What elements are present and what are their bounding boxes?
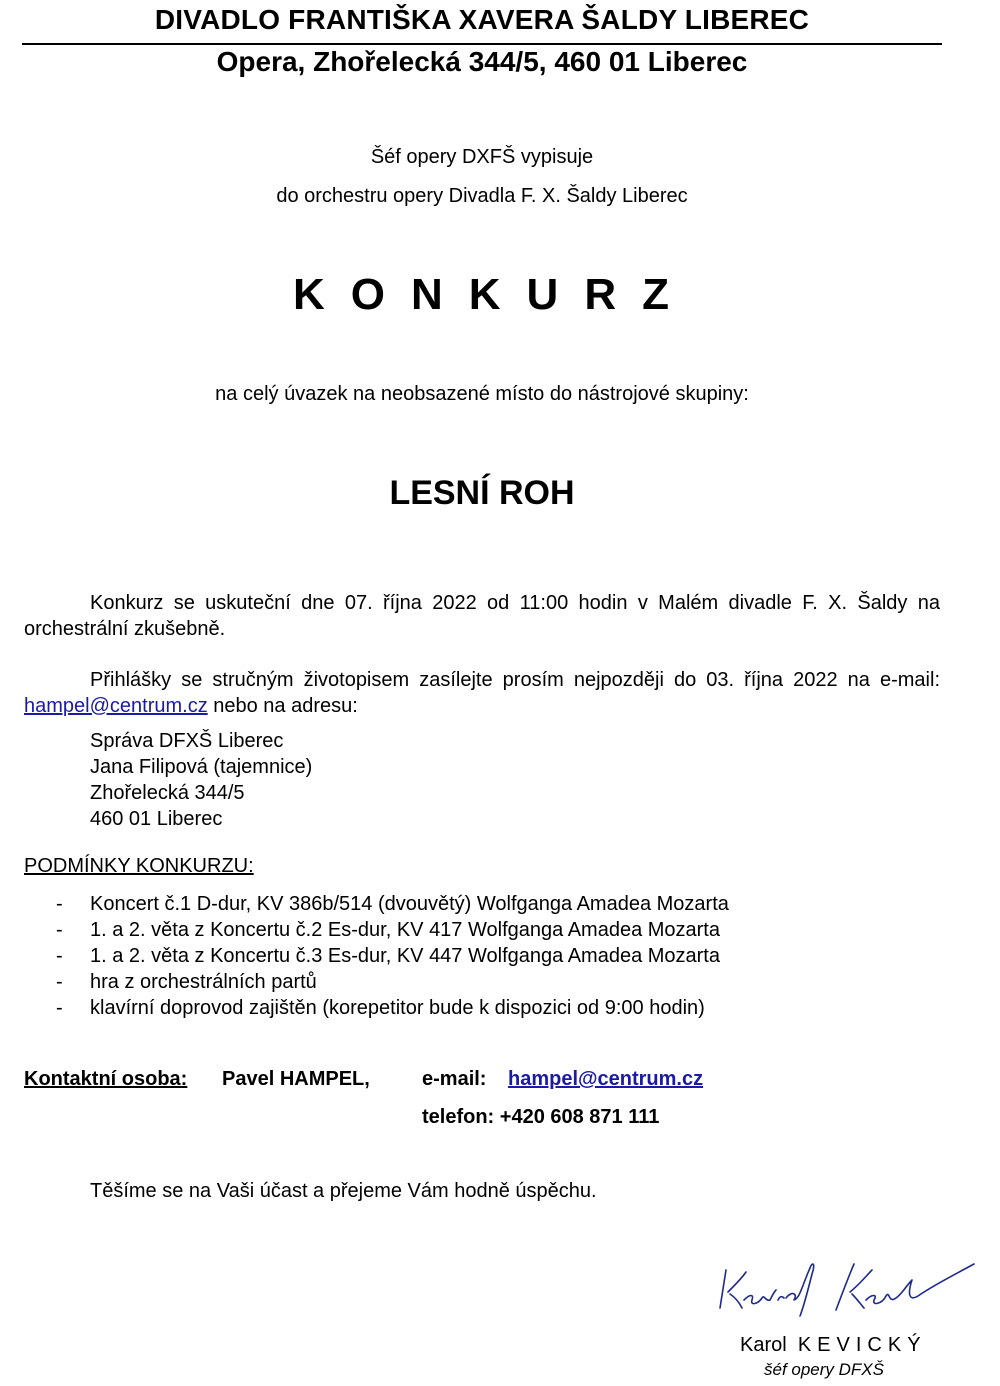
header-divider — [22, 43, 942, 45]
condition-text: hra z orchestrálních partů — [90, 971, 317, 993]
contact-phone: telefon: +420 608 871 111 — [422, 1106, 660, 1128]
condition-text: 1. a 2. věta z Koncertu č.2 Es-dur, KV 417 Wolfganga Amadea Mozarta — [90, 919, 720, 941]
signer-role: šéf opery DFXŠ — [764, 1360, 884, 1379]
bullet-dash: - — [56, 893, 63, 915]
address-line: Správa DFXŠ Liberec — [90, 730, 284, 752]
condition-text: klavírní doprovod zajištěn (korepetitor bude k dispozici od 9:00 hodin) — [90, 997, 705, 1019]
signature-stroke — [720, 1270, 726, 1308]
condition-text: 1. a 2. věta z Koncertu č.3 Es-dur, KV 447 Wolfganga Amadea Mozarta — [90, 945, 720, 967]
organization-address: Opera, Zhořelecká 344/5, 460 01 Liberec — [216, 46, 748, 77]
address-line: Zhořelecká 344/5 — [90, 782, 245, 804]
list-item — [56, 995, 729, 1021]
signer-name — [740, 1334, 927, 1357]
list-item — [56, 891, 729, 917]
postal-address — [90, 728, 312, 832]
audition-date-text: Konkurz se uskuteční dne 07. října 2022 od 11:00 hodin v Malém divadle F. X. Šaldy na orchestrální zkušebně. — [24, 592, 940, 640]
bullet-dash: - — [56, 945, 63, 967]
bullet-dash: - — [56, 919, 63, 941]
application-text-end: nebo na adresu: — [207, 695, 358, 717]
signature-stroke — [744, 1290, 784, 1304]
signature-stroke — [786, 1264, 814, 1316]
application-paragraph — [24, 667, 940, 719]
intro-line-1: Šéf opery DXFŠ vypisuje — [370, 146, 594, 168]
bullet-dash: - — [56, 997, 63, 1019]
intro-line-2: do orchestru opery Divadla F. X. Šaldy Liberec — [276, 185, 688, 207]
signature-stroke — [850, 1270, 872, 1308]
signer-last-name: KEVICKÝ — [797, 1334, 927, 1356]
condition-text: Koncert č.1 D-dur, KV 386b/514 (dvouvětý) Wolfganga Amadea Mozarta — [90, 893, 729, 915]
closing-greeting: Těšíme se na Vaši účast a přejeme Vám hodně úspěchu. — [90, 1180, 597, 1202]
application-email-link[interactable]: hampel@centrum.cz — [24, 695, 208, 717]
signer-first-name: Karol — [740, 1334, 787, 1356]
position-description: na celý úvazek na neobsazené místo do nástrojové skupiny: — [215, 383, 749, 405]
bullet-dash: - — [56, 971, 63, 993]
page-title: KONKURZ — [293, 270, 695, 319]
signature-stroke — [836, 1264, 854, 1310]
conditions-title: PODMÍNKY KONKURZU: — [24, 855, 254, 877]
address-line: Jana Filipová (tajemnice) — [90, 756, 313, 778]
contact-email-label: e-mail: — [422, 1068, 487, 1090]
application-text: Přihlášky se stručným životopisem zasílejte prosím nejpozději do 03. října 2022 na e-mail: — [90, 669, 940, 691]
list-item — [56, 943, 729, 969]
audition-date-paragraph — [24, 590, 940, 642]
signature-image — [712, 1250, 982, 1320]
instrument-name: LESNÍ ROH — [389, 474, 575, 512]
list-item — [56, 917, 729, 943]
contact-email-link[interactable]: hampel@centrum.cz — [508, 1068, 704, 1090]
address-line: 460 01 Liberec — [90, 808, 223, 830]
contact-name: Pavel HAMPEL, — [222, 1068, 370, 1090]
organization-name: DIVADLO FRANTIŠKA XAVERA ŠALDY LIBEREC — [154, 4, 810, 35]
conditions-list — [56, 891, 729, 1021]
signature-stroke — [728, 1272, 746, 1308]
contact-label: Kontaktní osoba: — [24, 1068, 188, 1090]
list-item — [56, 969, 729, 995]
signature-stroke — [866, 1264, 974, 1303]
